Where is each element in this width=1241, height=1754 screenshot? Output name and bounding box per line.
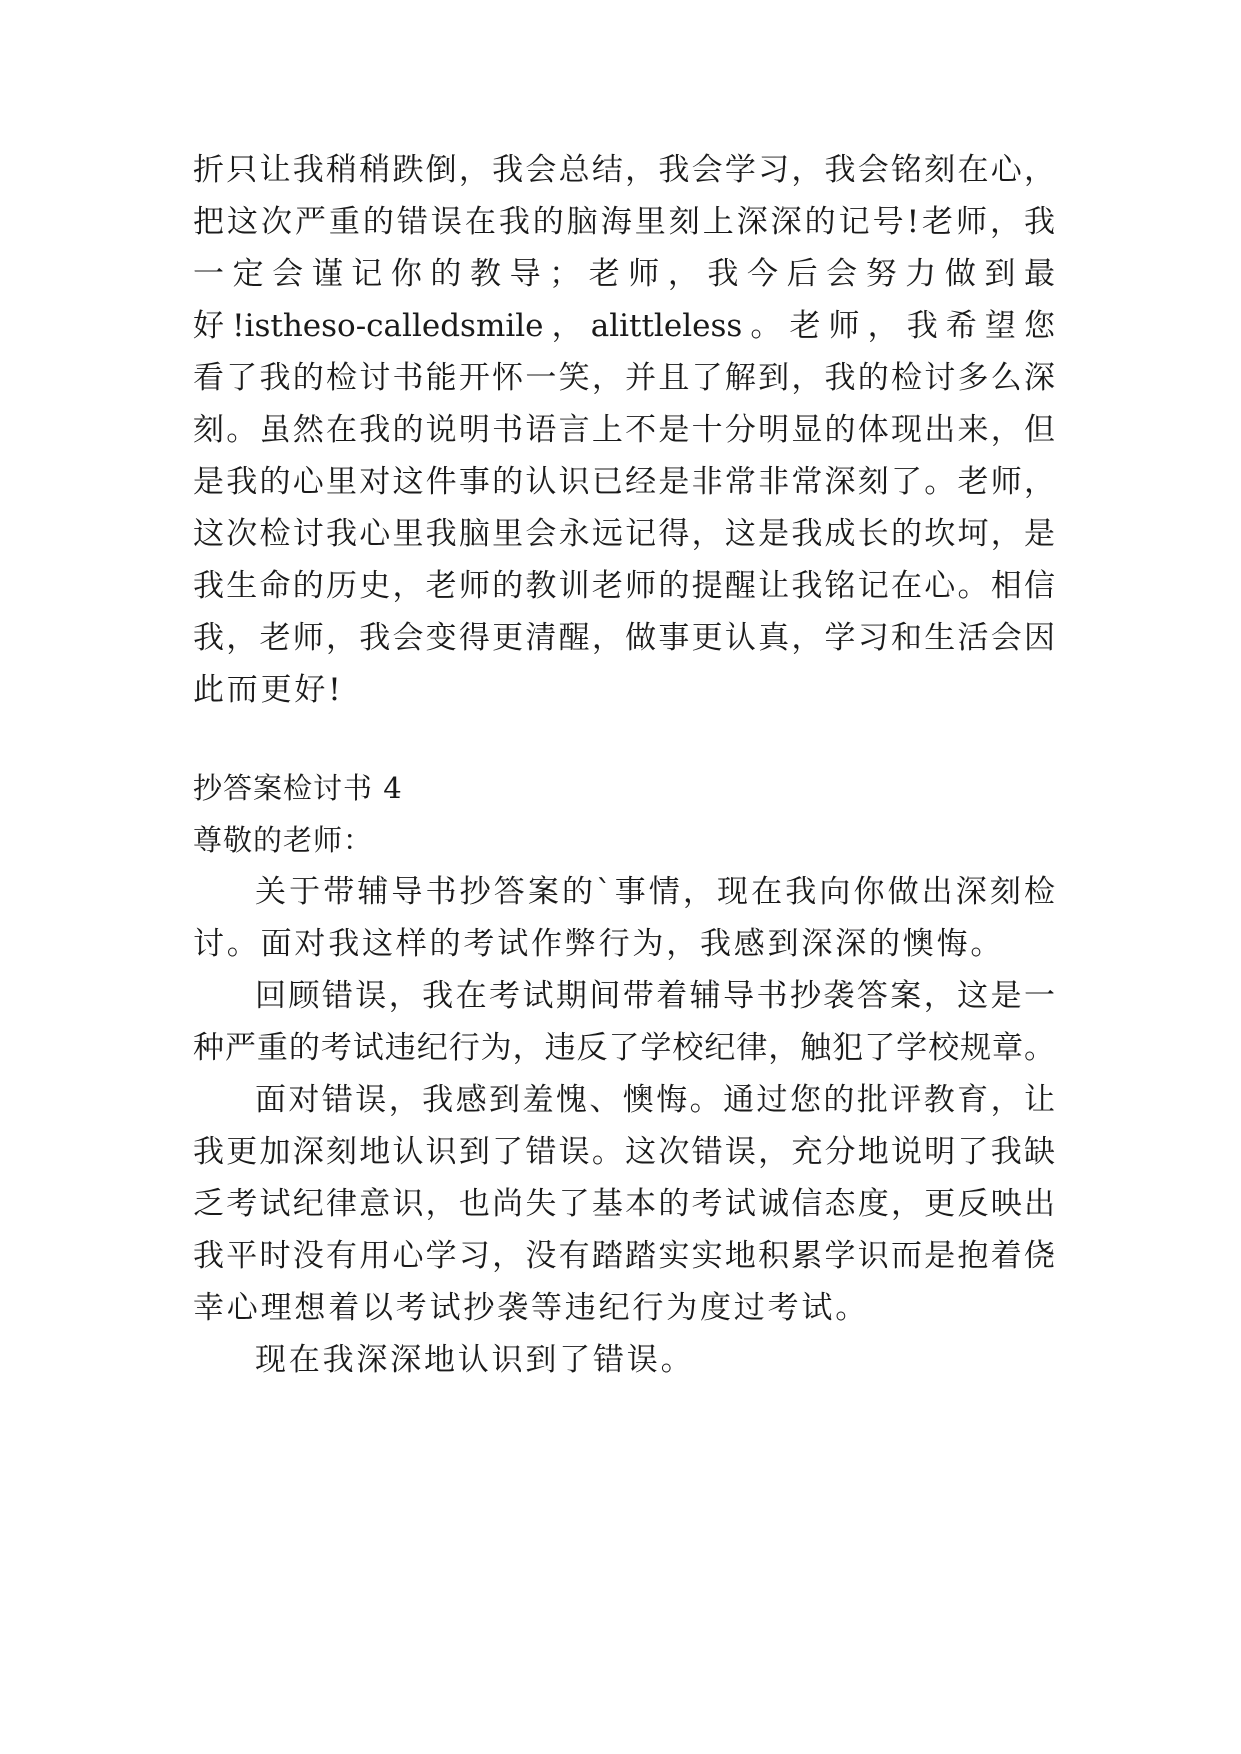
text-line: 现在我深深地认识到了错误。: [255, 1342, 695, 1378]
text-line: 我生命的历史，老师的教训老师的提醒让我铭记在心。相信: [193, 568, 1055, 604]
text-line: 这次检讨我心里我脑里会永远记得，这是我成长的坎坷，是: [193, 516, 1055, 552]
text-line: 面对错误，我感到羞愧、懊悔。通过您的批评教育，让: [255, 1082, 1055, 1118]
text-line: 我，老师，我会变得更清醒，做事更认真，学习和生活会因: [193, 620, 1055, 656]
text-line: 刻。虽然在我的说明书语言上不是十分明显的体现出来，但: [193, 412, 1055, 448]
text-line: 种严重的考试违纪行为，违反了学校纪律，触犯了学校规章。: [193, 1030, 1055, 1066]
text-line: 是我的心里对这件事的认识已经是非常非常深刻了。老师，: [193, 464, 1055, 500]
text-line: 我更加深刻地认识到了错误。这次错误，充分地说明了我缺: [193, 1134, 1055, 1170]
text-line: 讨。面对我这样的考试作弊行为，我感到深深的懊悔。: [193, 926, 1005, 962]
text-line: 折只让我稍稍跌倒，我会总结，我会学习，我会铭刻在心，: [193, 152, 1055, 188]
salutation: 尊敬的老师：: [193, 823, 374, 857]
text-line: 我平时没有用心学习，没有踏踏实实地积累学识而是抱着侥: [193, 1238, 1055, 1274]
text-line: 看了我的检讨书能开怀一笑，并且了解到，我的检讨多么深: [193, 360, 1055, 396]
text-line: 一定会谨记你的教导；老师，我今后会努力做到最: [193, 256, 1055, 292]
text-line: 关于带辅导书抄答案的`事情，现在我向你做出深刻检: [255, 874, 1055, 910]
text-line: 把这次严重的错误在我的脑海里刻上深深的记号!老师，我: [193, 204, 1055, 240]
text-line: 回顾错误，我在考试期间带着辅导书抄袭答案，这是一: [255, 978, 1055, 1014]
text-line: 乏考试纪律意识，也尚失了基本的考试诚信态度，更反映出: [193, 1186, 1055, 1222]
section-title: 抄答案检讨书 4: [193, 771, 403, 805]
text-line: 好!istheso-calledsmile，alittleless。老师，我希望您: [193, 308, 1055, 344]
text-line: 幸心理想着以考试抄袭等违纪行为度过考试。: [193, 1290, 869, 1326]
text-line: 此而更好!: [193, 672, 344, 708]
